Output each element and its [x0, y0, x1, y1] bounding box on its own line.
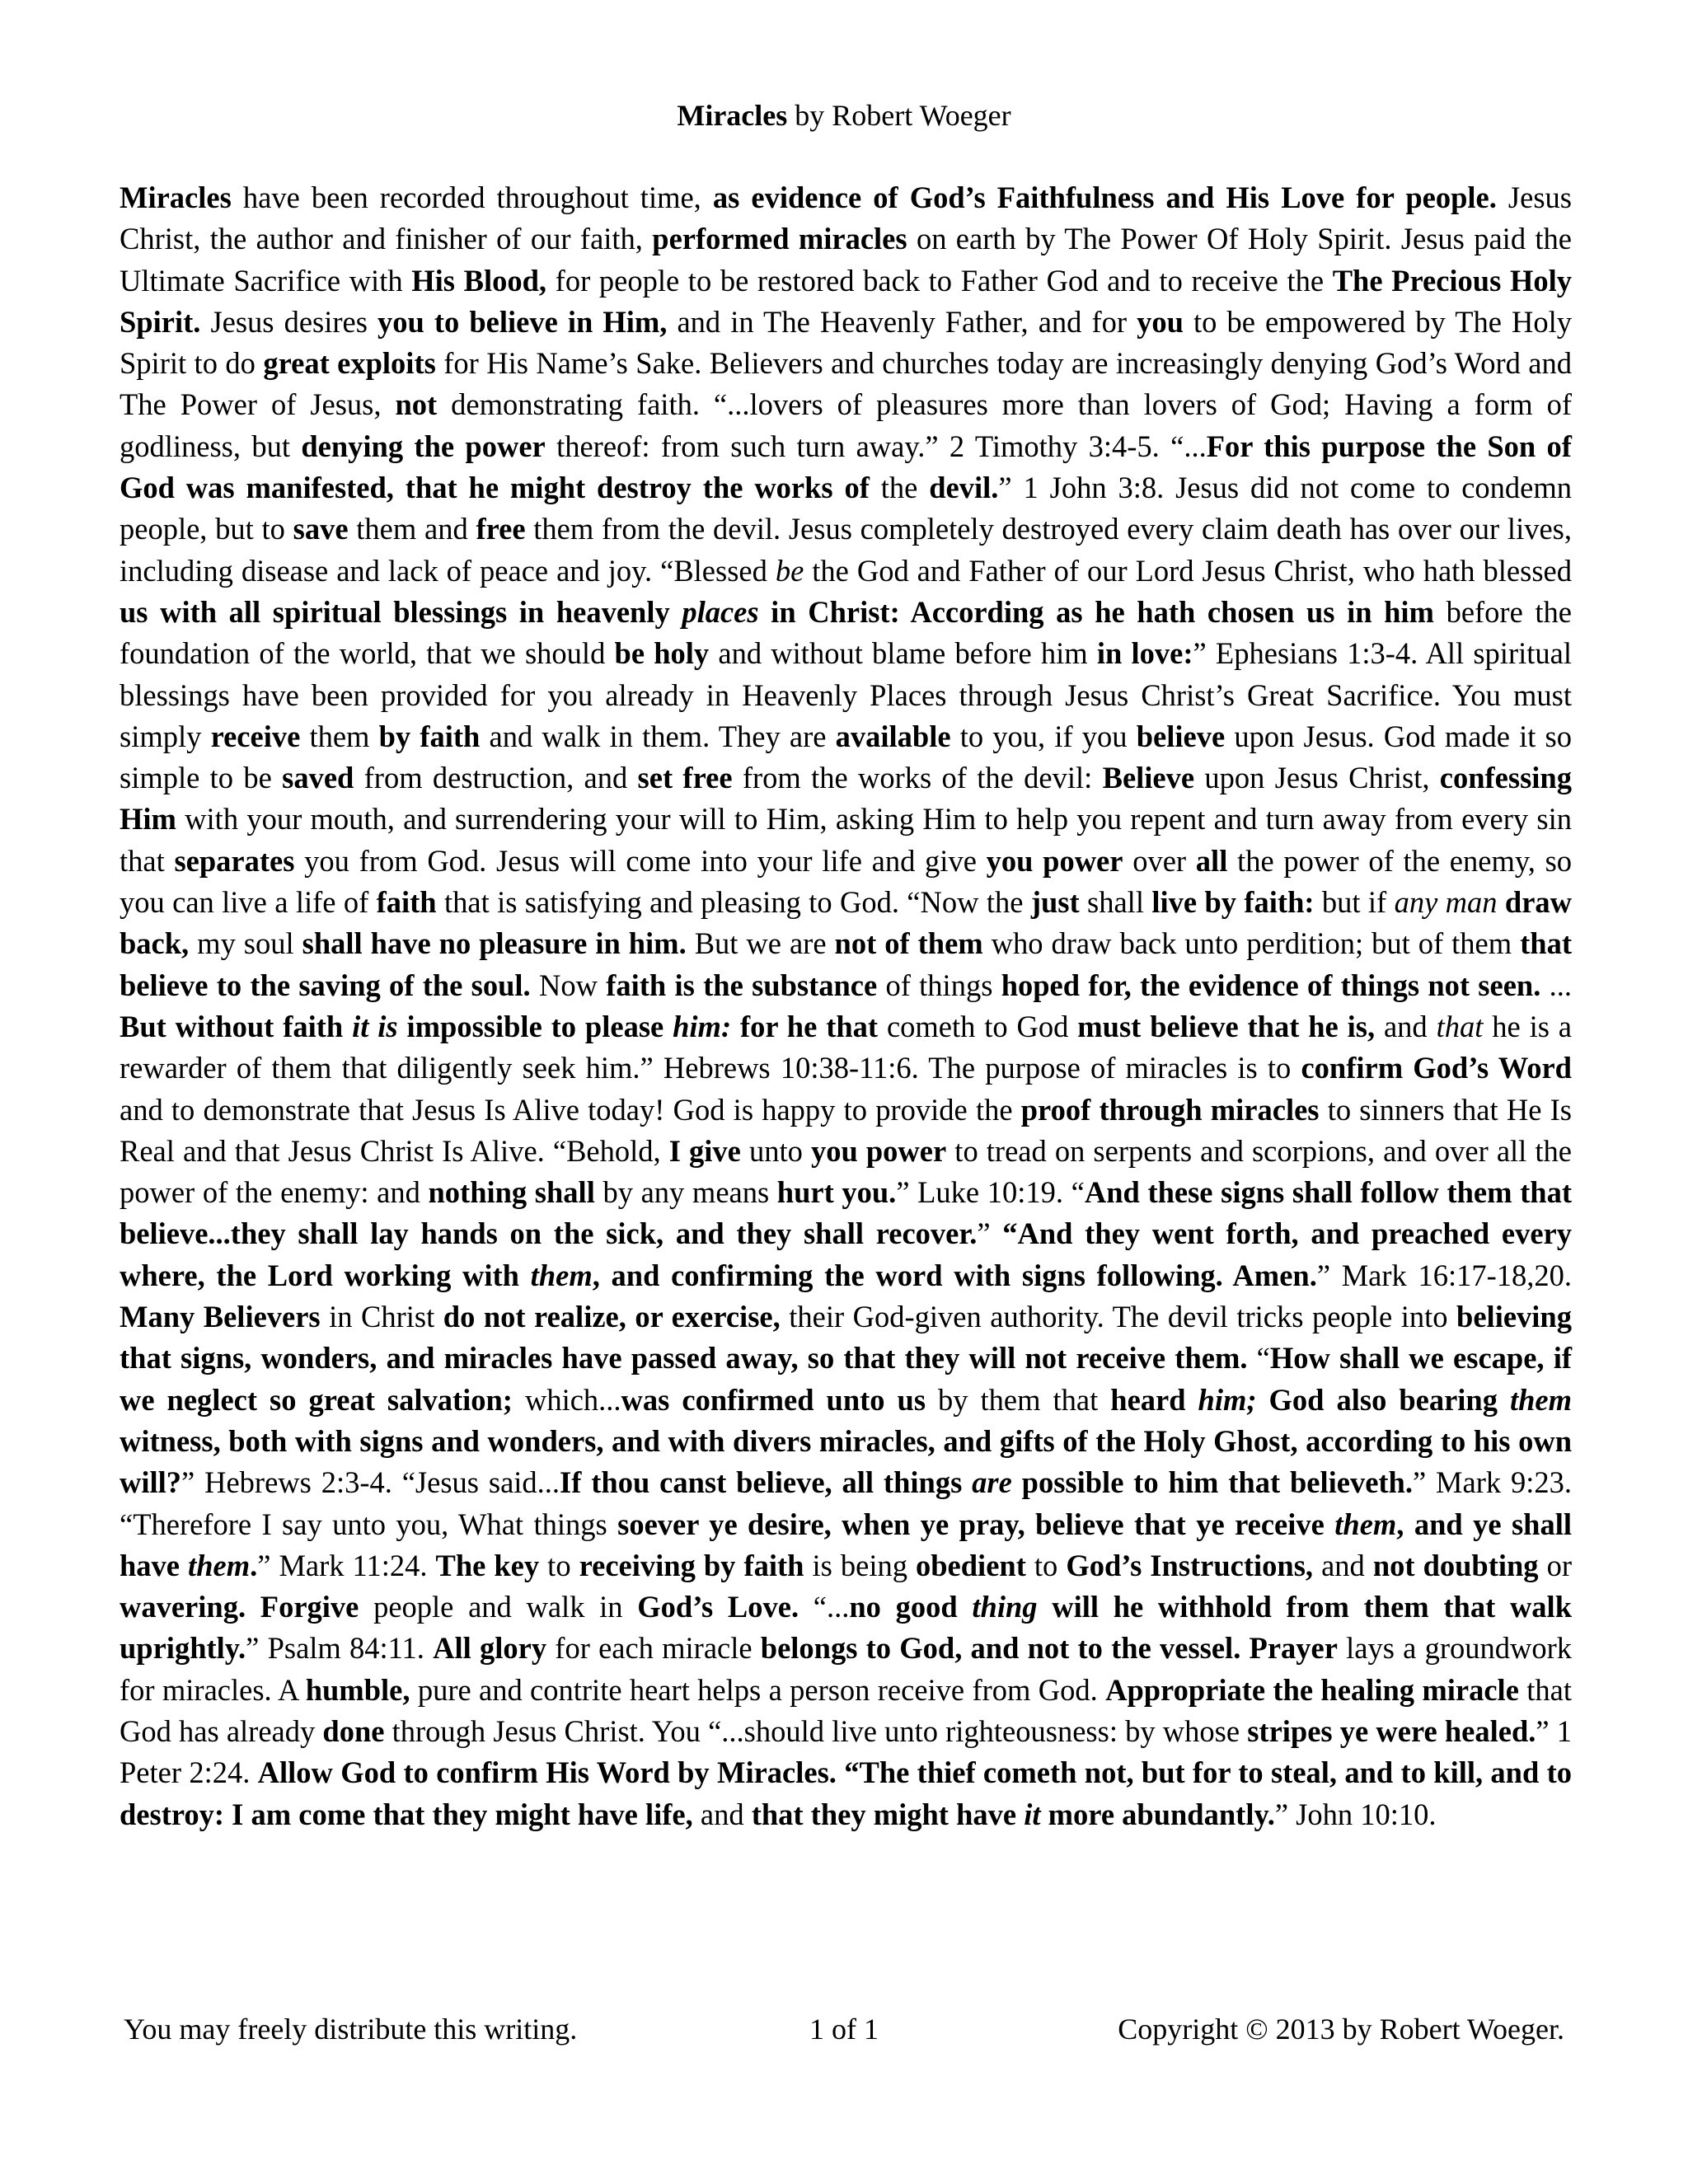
text-segment: God also bearing: [1256, 1382, 1510, 1417]
footer-page-number: 1 of 1: [809, 2013, 879, 2046]
text-segment: to sinners that He Is Real and that Jesus Christ Is Alive. “Behold,: [120, 1092, 1580, 1168]
text-segment: How shall we escape, if we neglect so great salvation;: [120, 1341, 1580, 1417]
text-segment: If thou canst believe, all things: [560, 1465, 973, 1500]
text-segment: live by faith:: [1151, 885, 1315, 920]
text-segment: witness, both with signs and wonders, and with divers miracles, and gifts of the Holy Ghost, according to his own will?: [120, 1382, 1580, 1500]
text-segment: upon Jesus Christ,: [1194, 761, 1440, 795]
text-segment: humble,: [305, 1672, 410, 1707]
text-segment: in Christ: [320, 1300, 443, 1334]
text-segment: them from the devil. Jesus completely destroyed every claim death has over our lives, including disease and lack of peace and joy. “Blessed: [120, 512, 1580, 588]
text-segment: be holy: [614, 636, 710, 671]
text-segment: you to believe in Him,: [377, 304, 668, 339]
text-segment: Forgive: [260, 1590, 359, 1624]
text-segment: separates: [174, 843, 295, 878]
text-segment: But without faith: [120, 1009, 353, 1043]
text-segment: for each miracle: [546, 1631, 761, 1666]
text-segment: “The thief cometh not, but for to steal, and to kill, and to destroy: I am come that they might have life,: [120, 1755, 1580, 1831]
text-segment: him:: [673, 1009, 732, 1043]
text-segment: set free: [637, 761, 733, 795]
page-footer: [0, 2011, 1688, 2047]
text-segment: with your mouth, and surrendering your will to Him, asking Him to help you repent and turn away from every sin that: [120, 802, 1580, 878]
text-segment: my soul: [189, 926, 302, 961]
text-segment: ” Mark 16:17-18,20.: [1316, 1258, 1580, 1292]
text-segment: denying the power: [301, 429, 546, 463]
text-segment: which...: [512, 1382, 621, 1417]
text-segment: any man: [1394, 885, 1498, 920]
text-segment: ” John 10:10.: [1274, 1797, 1437, 1831]
text-segment: will he withhold from them that walk uprightly.: [120, 1590, 1580, 1666]
text-segment: Miracles: [120, 180, 232, 214]
text-segment: in Christ: According as he hath chosen us in him: [758, 594, 1434, 629]
text-segment: believe: [1136, 719, 1226, 753]
footer-distribution-note: You may freely distribute this writing.: [124, 2013, 578, 2046]
text-segment: draw back,: [120, 885, 1580, 961]
text-segment: the power of the enemy, so you can live a life of: [120, 843, 1580, 920]
text-segment: them: [530, 1258, 593, 1292]
text-segment: people and walk in: [359, 1590, 638, 1624]
text-segment: belongs to God, and not to the vessel.: [760, 1631, 1241, 1666]
text-segment: and to demonstrate that Jesus Is Alive today! God is happy to provide the: [120, 1051, 1580, 1127]
text-segment: available: [835, 719, 951, 753]
text-segment: that believe to the saving of the soul.: [120, 926, 1580, 1002]
text-segment: ” 1 Peter 2:24.: [120, 1713, 1580, 1790]
text-segment: faith: [376, 885, 437, 920]
text-segment: receiving by faith: [579, 1548, 804, 1582]
text-segment: them: [1509, 1382, 1573, 1417]
text-segment: by them that: [926, 1382, 1111, 1417]
text-segment: ” Luke 10:19. “: [896, 1175, 1085, 1210]
text-segment: by faith: [378, 719, 481, 753]
text-segment: believing that signs, wonders, and miracles have passed away, so that they will not receive them.: [120, 1300, 1580, 1376]
text-segment: them: [1334, 1507, 1397, 1541]
text-segment: not doubting: [1372, 1548, 1539, 1582]
title-author: by Robert Woeger: [787, 99, 1011, 132]
text-segment: to: [1025, 1548, 1067, 1582]
text-segment: shall: [1079, 885, 1152, 920]
text-segment: “...: [799, 1590, 850, 1624]
title-bold: Miracles: [677, 99, 788, 132]
text-segment: of things: [877, 968, 1001, 1002]
text-segment: Prayer: [1249, 1631, 1338, 1666]
text-segment: for His Name’s Sake. Believers and churches today are increasingly denying God’s Word and The Power of Jesus,: [120, 346, 1579, 422]
text-segment: be: [775, 553, 804, 588]
text-segment: Believe: [1102, 761, 1195, 795]
text-segment: through Jesus Christ. You “...should live unto righteousness: by whose: [384, 1713, 1248, 1748]
text-segment: who draw back unto perdition; but of them: [982, 926, 1521, 961]
text-segment: the God and Father of our Lord Jesus Christ, who hath blessed: [804, 553, 1580, 588]
text-segment: in love:: [1096, 636, 1193, 671]
text-segment: all: [1195, 843, 1228, 878]
text-segment: , and ye shall have: [120, 1507, 1580, 1582]
text-segment: their God-given authority. The devil tricks people into: [780, 1300, 1457, 1334]
text-segment: must believe that he is,: [1077, 1009, 1376, 1043]
text-segment: and: [1313, 1548, 1373, 1582]
text-segment: he is a rewarder of them that diligently seek him.” Hebrews 10:38-11:6. The purpose of miracles is to: [120, 1009, 1580, 1085]
text-segment: shall have no pleasure in him.: [302, 926, 687, 961]
text-segment: you from God. Jesus will come into your life and give: [294, 843, 987, 878]
text-segment: is being: [804, 1548, 916, 1582]
body-paragraph: [120, 177, 1580, 1835]
text-segment: ”: [977, 1216, 1003, 1251]
text-segment: thereof: from such turn away.” 2 Timothy 3:4-5. “...: [545, 429, 1207, 463]
text-segment: possible to him that believeth.: [1011, 1465, 1413, 1500]
text-segment: that: [1436, 1009, 1484, 1043]
text-segment: from destruction, and: [354, 761, 638, 795]
text-segment: cometh to God: [878, 1009, 1078, 1043]
text-segment: you power: [810, 1133, 947, 1168]
text-segment: great exploits: [263, 346, 436, 381]
text-segment: them: [188, 1548, 251, 1582]
text-segment: from the works of the devil:: [732, 761, 1103, 795]
text-segment: obedient: [916, 1548, 1026, 1582]
text-segment: ” Hebrews 2:3-4. “Jesus said...: [181, 1465, 560, 1500]
text-segment: confessing Him: [120, 761, 1580, 837]
text-segment: was confirmed unto us: [621, 1382, 926, 1417]
text-segment: not of them: [834, 926, 983, 961]
text-segment: receive: [210, 719, 301, 753]
text-segment: upon Jesus. God made it so simple to be: [120, 719, 1580, 795]
text-segment: I give: [668, 1133, 741, 1168]
text-segment: wavering.: [120, 1590, 246, 1624]
text-segment: ” Ephesians 1:3-4. All spiritual blessings have been provided for you already in Heavenly Places through Jesus Christ’s Great Sacrifice. You must simply: [120, 636, 1580, 753]
text-segment: unto: [740, 1133, 811, 1168]
text-segment: thing: [972, 1590, 1038, 1624]
text-segment: free: [476, 512, 526, 546]
text-segment: hurt you.: [776, 1175, 897, 1210]
text-segment: are: [972, 1465, 1012, 1500]
text-segment: proof through miracles: [1020, 1092, 1320, 1127]
text-segment: to be empowered by The Holy Spirit to do: [120, 304, 1580, 381]
text-segment: faith is the substance: [606, 968, 878, 1002]
text-segment: .: [250, 1548, 258, 1582]
text-segment: ...: [1540, 968, 1580, 1002]
text-segment: The key: [435, 1548, 540, 1582]
text-segment: and: [692, 1797, 752, 1831]
text-segment: hoped for, the evidence of things not seen.: [1001, 968, 1541, 1002]
text-segment: it: [1024, 1797, 1041, 1831]
text-segment: “And they went forth, and preached every where, the Lord working with: [120, 1216, 1580, 1292]
text-segment: All glory: [433, 1631, 547, 1666]
text-segment: the: [869, 471, 930, 505]
text-segment: them and: [348, 512, 476, 546]
text-segment: and in The Heavenly Father, and for: [667, 304, 1137, 339]
text-segment: for he that: [731, 1009, 879, 1043]
text-segment: devil.: [929, 471, 999, 505]
text-segment: that they might have: [751, 1797, 1025, 1831]
text-segment: it is: [352, 1009, 398, 1043]
text-segment: Appropriate the healing miracle: [1105, 1672, 1519, 1707]
text-segment: that is satisfying and pleasing to God. “Now the: [436, 885, 1031, 920]
text-segment: [1240, 1631, 1249, 1665]
text-segment: but if: [1314, 885, 1395, 920]
text-segment: For this purpose the Son of God was manifested, that he might destroy the works of: [120, 429, 1580, 505]
text-segment: them: [300, 719, 379, 753]
text-segment: heard: [1110, 1382, 1198, 1417]
document-title: [0, 97, 1688, 134]
text-segment: ” Psalm 84:11.: [246, 1631, 434, 1666]
text-segment: to you, if you: [950, 719, 1137, 753]
text-segment: done: [322, 1713, 385, 1748]
text-segment: soever ye desire, when ye pray, believe that ye receive: [617, 1507, 1335, 1541]
text-segment: that God has already: [120, 1672, 1580, 1748]
text-segment: over: [1123, 843, 1196, 878]
text-segment: to tread on serpents and scorpions, and over all the power of the enemy: and: [120, 1133, 1580, 1210]
text-segment: save: [293, 512, 349, 546]
text-segment: us with all spiritual blessings in heavenly: [120, 594, 682, 629]
text-segment: and without blame before him: [709, 636, 1097, 671]
text-segment: stripes ye were healed.: [1247, 1713, 1536, 1748]
text-segment: and: [1375, 1009, 1437, 1043]
text-segment: him;: [1198, 1382, 1257, 1417]
text-segment: Allow God to confirm His Word by Miracles.: [257, 1755, 837, 1790]
text-segment: on earth by The Power Of Holy Spirit. Jesus paid the Ultimate Sacrifice with: [120, 222, 1580, 298]
text-segment: Now: [530, 968, 607, 1002]
text-segment: by any means: [594, 1175, 777, 1210]
text-segment: Jesus desires: [200, 304, 377, 339]
text-segment: Jesus Christ, the author and finisher of our faith,: [120, 180, 1580, 256]
text-segment: saved: [282, 761, 354, 795]
text-segment: [1498, 885, 1505, 919]
text-segment: or: [1538, 1548, 1580, 1582]
text-segment: for people to be restored back to Father God and to receive the: [546, 263, 1333, 298]
text-segment: performed miracles: [652, 222, 907, 256]
text-segment: [837, 1755, 844, 1789]
text-segment: before the foundation of the world, that we should: [120, 594, 1580, 671]
text-segment: confirm God’s Word: [1301, 1051, 1572, 1085]
text-segment: [246, 1590, 260, 1624]
text-segment: But we are: [686, 926, 835, 961]
text-segment: not: [395, 387, 438, 422]
text-segment: impossible to please: [397, 1009, 673, 1043]
text-segment: His Blood,: [411, 263, 547, 298]
text-segment: more abundantly.: [1040, 1797, 1275, 1831]
text-segment: lays a groundwork for miracles. A: [120, 1631, 1580, 1707]
text-segment: nothing shall: [428, 1175, 595, 1210]
text-segment: have been recorded throughout time,: [231, 180, 713, 214]
text-segment: demonstrating faith. “...lovers of pleasures more than lovers of God; Having a form of godliness, but: [120, 387, 1580, 463]
text-segment: , and confirming the word with signs following. Amen.: [592, 1258, 1317, 1292]
text-segment: you power: [986, 843, 1123, 878]
text-segment: ” Mark 11:24.: [257, 1548, 436, 1582]
text-segment: places: [682, 594, 759, 629]
text-segment: to: [539, 1548, 579, 1582]
text-segment: as evidence of God’s Faithfulness and His Love for people.: [712, 180, 1497, 214]
text-segment: ” Mark 9:23. “Therefore I say unto you, What things: [120, 1465, 1580, 1541]
footer-copyright: Copyright © 2013 by Robert Woeger.: [1118, 2013, 1564, 2046]
text-segment: pure and contrite heart helps a person receive from God.: [410, 1672, 1106, 1707]
text-segment: do not realize, or exercise,: [443, 1300, 781, 1334]
text-segment: The Precious Holy Spirit.: [120, 263, 1580, 339]
text-segment: no good: [849, 1590, 973, 1624]
text-segment: And these signs shall follow them that believe...they shall lay hands on the sick, and they shall recover.: [120, 1175, 1580, 1251]
text-segment: just: [1030, 885, 1080, 920]
text-segment: and walk in them. They are: [480, 719, 836, 753]
text-segment: Many Believers: [120, 1300, 321, 1334]
text-segment: you: [1137, 304, 1184, 339]
text-segment: God’s Instructions,: [1066, 1548, 1314, 1582]
text-segment: ” 1 John 3:8. Jesus did not come to condemn people, but to: [120, 471, 1580, 546]
text-segment: “: [1247, 1341, 1270, 1376]
text-segment: God’s Love.: [637, 1590, 799, 1624]
